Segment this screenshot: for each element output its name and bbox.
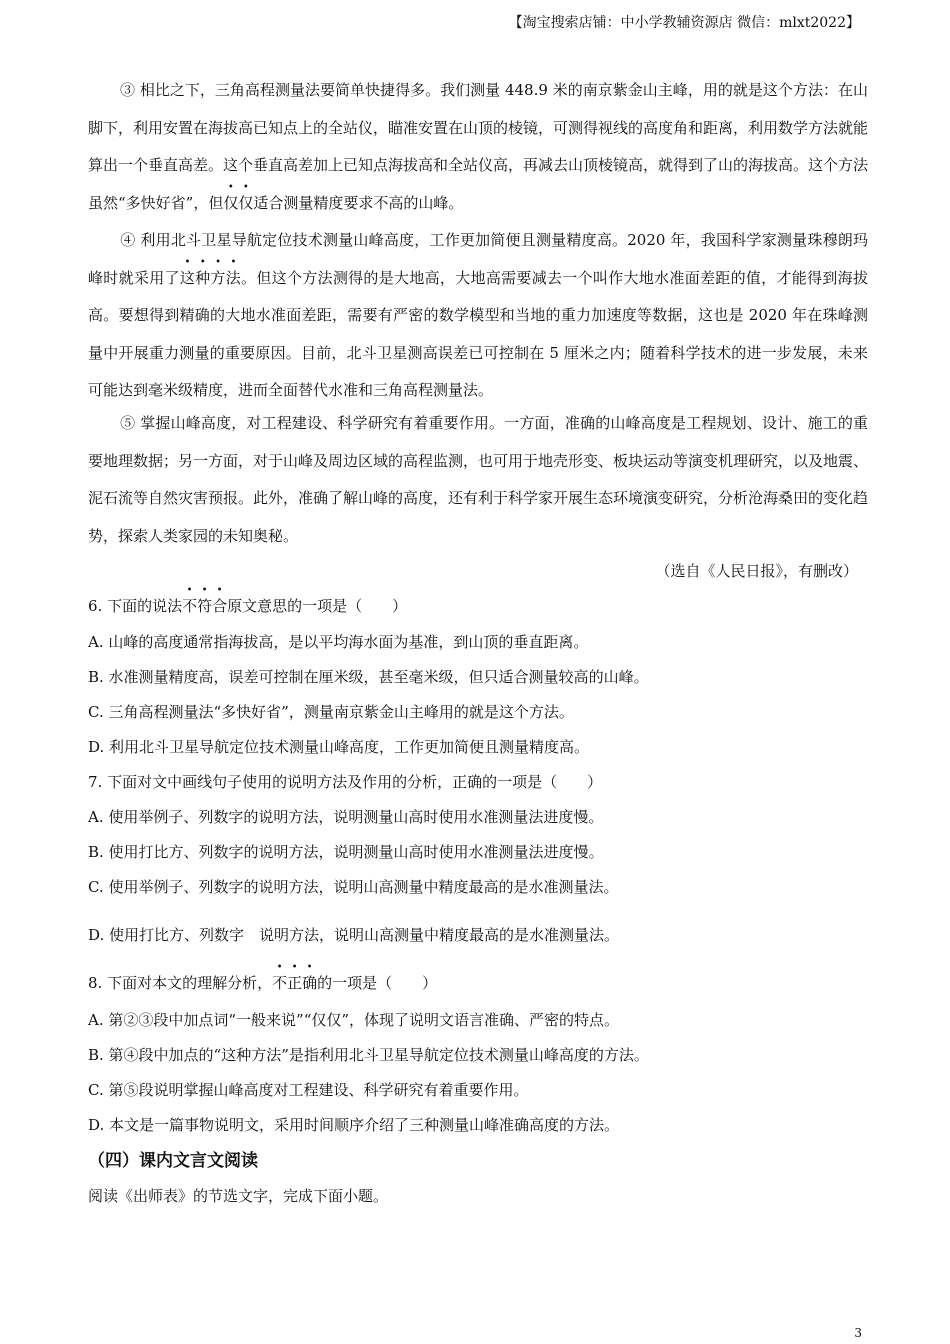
question-6-stem: [88, 594, 878, 618]
question-6-option-c: C. 三角高程测量法“多快好省”，测量南京紫金山主峰用的就是这个方法。: [88, 703, 574, 721]
emphasis-dot-char: 仅: [223, 193, 239, 212]
emphasis-dot-char: 种: [195, 268, 211, 287]
question-8-option-d: D. 本文是一篇事物说明文，采用时间顺序介绍了三种测量山峰准确高度的方法。: [88, 1116, 620, 1134]
q6-stem-text-b: 原文意思的一项是（ ）: [227, 597, 408, 615]
question-6-option-d: D. 利用北斗卫星导航定位技术测量山峰高度，工作更加简便且测量精度高。: [88, 738, 590, 756]
passage-paragraph-5: [88, 405, 868, 555]
section-intro: 阅读《出师表》的节选文字，完成下面小题。: [88, 1187, 389, 1205]
question-6-option-a: A. 山峰的高度通常指海拔高，是以平均海水面为基准，到山顶的垂直距离。: [88, 633, 589, 651]
section-title-classical-reading: （四）课内文言文阅读: [88, 1151, 258, 1171]
q6-stem-text-a: 6. 下面的说法: [88, 597, 183, 615]
emphasis-dot-char: 正: [287, 974, 303, 992]
p5-text: ⑤ 掌握山峰高度，对工程建设、科学研究有着重要作用。一方面，准确的山峰高度是工程规划、设计、施工的重要地理数据；另一方面，对于山峰及周边区域的高程监测，也可用于地壳形变、板块运动等演变机理研究，以及地震、泥石流等自然灾害预报。此外，准确了解山峰的高度，还有利于科学家开展生态环境演变研究，分析沧海桑田的变化趋势，探索人类家园的未知奥秘。: [88, 414, 869, 545]
page-header-store-info: 【淘宝搜索店铺：中小学教辅资源店 微信：mlxt2022】: [508, 15, 860, 31]
question-6-option-b: B. 水准测量精度高，误差可控制在厘米级，甚至毫米级，但只适合测量较高的山峰。: [88, 668, 649, 686]
emphasis-dot-char: 这: [179, 268, 196, 287]
question-8-option-c: C. 第⑤段说明掌握山峰高度对工程建设、科学研究有着重要作用。: [88, 1081, 529, 1099]
q8-stem-text-b: 的一项是（ ）: [317, 974, 438, 992]
question-7-option-d: D. 使用打比方、列数字 说明方法，说明山高测量中精度最高的是水准测量法。: [88, 926, 620, 944]
passage-source: （选自《人民日报》，有删改）: [655, 562, 858, 580]
emphasis-dot-char: 方: [210, 268, 226, 287]
q8-stem-text-a: 8. 下面对本文的理解分析，: [88, 974, 273, 992]
question-8-option-a: A. 第②③段中加点词“一般来说”“仅仅”，体现了说明文语言准确、严密的特点。: [88, 1011, 620, 1029]
question-7-option-c: C. 使用举例子、列数字的说明方法，说明山高测量中精度最高的是水准测量法。: [88, 878, 619, 896]
emphasis-dot-char: 确: [302, 974, 318, 992]
emphasis-dot-char: 不: [182, 597, 198, 615]
question-7-stem: 7. 下面对文中画线句子使用的说明方法及作用的分析，正确的一项是（ ）: [88, 773, 603, 791]
emphasis-dot-char: 法: [225, 268, 242, 287]
p3-text-a: ③ 相比之下，三角高程测量法要简单快捷得多。我们测量 448.9 米的南京紫金山主峰，用的就是这个方法：在山脚下，利用安置在海拔高已知点上的全站仪，瞄准安置在山顶的棱镜，可测得视线的高度角和距离，利用数学方法就能算出一个垂直高差。这个垂直高差加上已知点海拔高和全站仪高，再减去山顶棱镜高，就得到了山的海拔高。这个方法虽然“多快好省”，但: [88, 81, 869, 212]
question-8-stem: [88, 971, 878, 995]
emphasis-dot-char: 合: [212, 597, 228, 615]
passage-paragraph-4: [88, 222, 868, 410]
p4-text-b: 。但这个方法测得的是大地高，大地高需要减去一个叫作大地水准面差距的值，才能得到海拔高。要想得到精确的大地水准面差距，需要有严密的数学模型和当地的重力加速度等数据，这也是 2020 年在珠峰测量中开展重力测量的重要原因。目前，北斗卫星测高误差已可控制在 5 厘米之内；随着科学技术的进一步发展，未来可能达到毫米级精度，进而全面替代水准和三角高程测量法。: [88, 268, 868, 399]
question-7-option-b: B. 使用打比方、列数字的说明方法，说明测量山高时使用水准测量法进度慢。: [88, 843, 604, 861]
question-7-option-a: A. 使用举例子、列数字的说明方法，说明测量山高时使用水准测量法进度慢。: [88, 808, 604, 826]
emphasis-dot-char: 仅: [238, 193, 254, 212]
emphasis-dot-char: 符: [197, 597, 213, 615]
passage-paragraph-3: [88, 72, 868, 222]
page-number: 3: [854, 1326, 862, 1340]
p3-text-b: 适合测量精度要求不高的山峰。: [253, 193, 464, 212]
question-8-option-b: B. 第④段中加点的“这种方法”是指利用北斗卫星导航定位技术测量山峰高度的方法。: [88, 1046, 649, 1064]
p4-text-a: ④ 利用北斗卫星导航定位技术测量山峰高度，工作更加简便且测量精度高。2020 年，我国科学家测量珠穆朗玛峰时就采用了: [88, 231, 868, 287]
emphasis-dot-char: 不: [272, 974, 288, 992]
